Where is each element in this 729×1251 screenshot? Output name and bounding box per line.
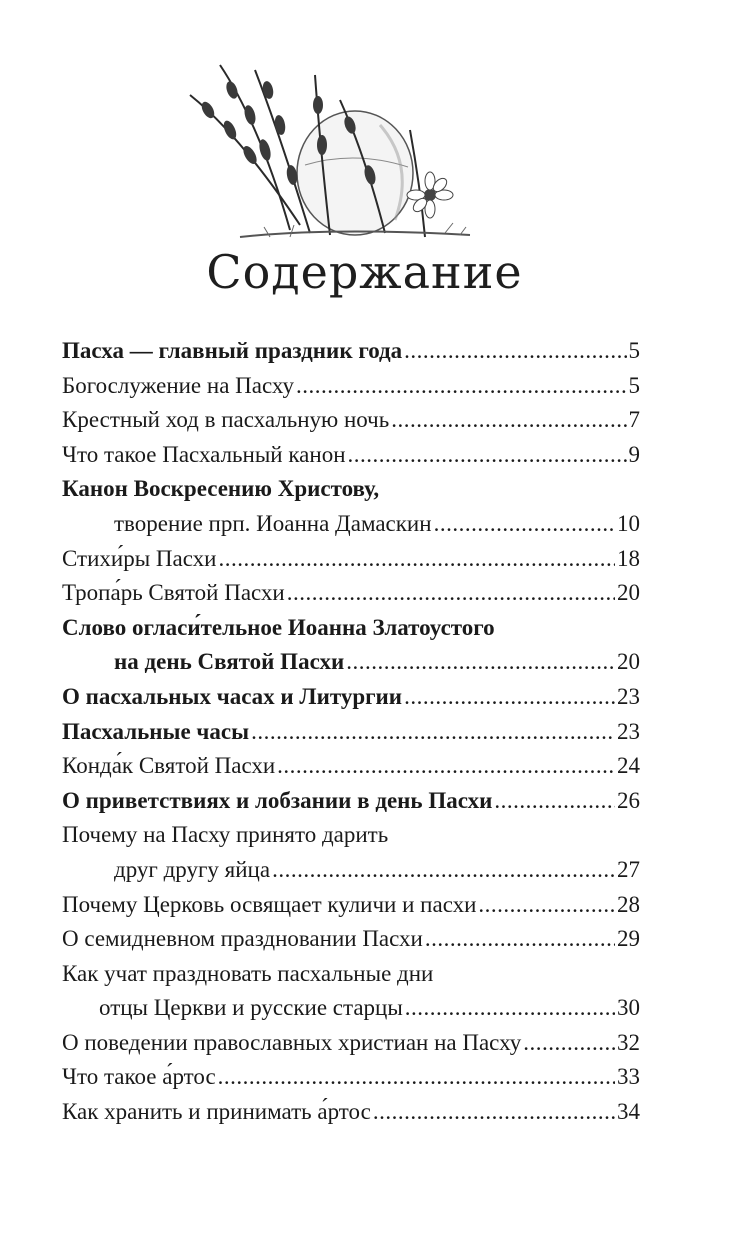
toc-leader-dots [404,334,626,369]
toc-leader-dots [391,403,626,438]
toc-entry[interactable] [62,853,640,888]
toc-page-number: 29 [617,926,640,952]
toc-entry[interactable] [62,542,640,577]
toc-page-number: 5 [628,372,640,398]
toc-leader-dots [218,1060,615,1095]
toc-entry[interactable] [62,1095,640,1130]
toc-entry-title: Крестный ход в пасхальную ночь [62,407,390,433]
toc-leader-dots [523,1026,615,1061]
toc-entry-title: Что такое Пасхальный канон [62,441,346,467]
toc-leader-dots [494,784,615,819]
toc-page-number: 32 [617,1029,640,1055]
toc-page-number: 23 [617,718,640,744]
toc-entry-title: О пасхальных часах и Литургии [62,683,403,709]
toc-page-number: 9 [628,441,640,467]
toc-leader-dots [251,715,615,750]
toc-page-number: 7 [628,407,640,433]
toc-entry-title: Пасхальные часы [62,718,250,744]
toc-entry[interactable] [62,991,640,1026]
toc-leader-dots [277,749,615,784]
toc-entry-title: Богослужение на Пасху [62,372,295,398]
toc-entry[interactable] [62,472,640,507]
toc-entry-title: Тропа́рь Святой Пасхи [62,580,285,606]
toc-leader-dots [434,507,615,542]
toc-leader-dots [296,369,626,404]
toc-entry[interactable] [62,611,640,646]
toc-page-number: 23 [617,683,640,709]
toc-entry[interactable] [62,334,640,369]
toc-entry[interactable] [62,576,640,611]
toc-entry-title: Как хранить и принимать а́ртос [62,1099,371,1125]
toc-leader-dots [478,888,615,923]
toc-entry-title: Канон Воскресению Христову, [62,476,380,502]
toc-entry[interactable] [62,818,640,853]
toc-page-number: 20 [617,580,640,606]
toc-page-number: 34 [617,1099,640,1125]
toc-page-number: 10 [617,510,640,536]
toc-leader-dots [287,576,615,611]
toc-entry[interactable] [62,680,640,715]
toc-page-number: 20 [617,649,640,675]
toc-leader-dots [373,1095,615,1130]
toc-entry[interactable] [62,749,640,784]
toc-entry-title: О приветствиях и лобзании в день Пасхи [62,787,493,813]
toc-entry[interactable] [62,507,640,542]
toc-entry[interactable] [62,715,640,750]
toc-page-number: 18 [617,545,640,571]
toc-page-number: 24 [617,753,640,779]
easter-egg-willow-branches-icon [180,55,480,245]
toc-entry-title: О семидневном праздновании Пасхи [62,926,423,952]
toc-leader-dots [218,542,615,577]
toc-leader-dots [272,853,615,888]
toc-entry[interactable] [62,369,640,404]
toc-entry-title: на день Святой Пасхи [114,649,345,675]
toc-entry-title: Как учат праздновать пасхальные дни [62,960,434,986]
toc-entry-title: Почему на Пасху принято дарить [62,822,389,848]
toc-entry-title: Почему Церковь освящает куличи и пасхи [62,891,477,917]
toc-entry[interactable] [62,784,640,819]
toc-entry[interactable] [62,438,640,473]
toc-page-number: 33 [617,1064,640,1090]
toc-leader-dots [425,922,615,957]
toc-entry-title: Конда́к Святой Пасхи [62,753,276,779]
table-of-contents [62,334,640,1130]
toc-entry-title: Пасха — главный праздник года [62,338,403,363]
toc-leader-dots [346,645,615,680]
easter-egg-illustration [180,55,480,245]
toc-entry-title: Что такое а́ртос [62,1064,216,1090]
toc-entry[interactable] [62,888,640,923]
toc-entry-title: творение прп. Иоанна Дамаскин [114,510,432,536]
page-title: Содержание [206,245,523,299]
toc-entry-title: Слово огласи́тельное Иоанна Златоустого [62,614,495,640]
toc-leader-dots [404,680,615,715]
toc-page-number: 28 [617,891,640,917]
toc-entry[interactable] [62,1060,640,1095]
toc-page-number: 30 [617,995,640,1021]
toc-entry[interactable] [62,1026,640,1061]
toc-entry-title: О поведении православных христиан на Пасху [62,1029,522,1055]
toc-page-number: 26 [617,787,640,813]
toc-entry[interactable] [62,645,640,680]
toc-entry[interactable] [62,957,640,992]
toc-entry[interactable] [62,922,640,957]
toc-page-number: 5 [628,338,640,363]
toc-entry-title: отцы Церкви и русские старцы [99,995,403,1021]
toc-entry-title: друг другу яйца [114,856,271,882]
toc-page-number: 27 [617,856,640,882]
toc-leader-dots [405,991,615,1026]
toc-entry-title: Стихи́ры Пасхи [62,545,217,571]
toc-leader-dots [348,438,627,473]
toc-entry[interactable] [62,403,640,438]
